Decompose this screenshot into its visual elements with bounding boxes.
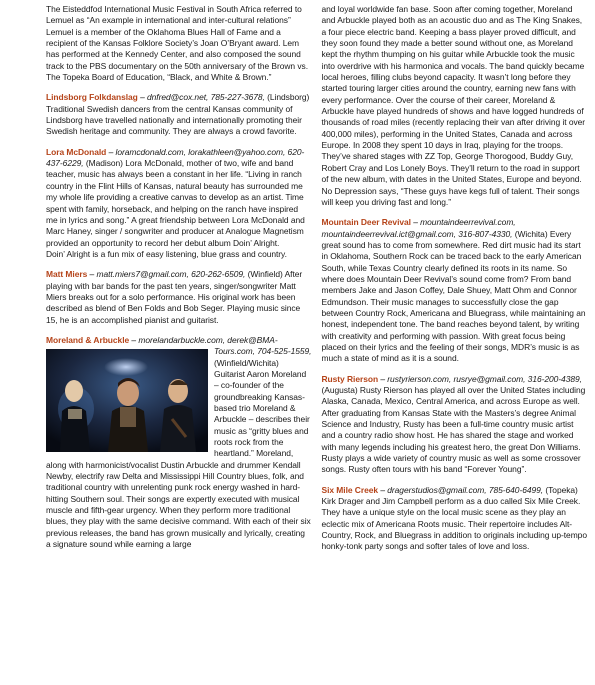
entry-contact: – loramcdonald.com, lorakathleen@yahoo.com, 620-437-6229, [46,146,305,169]
entry-contact: – morelandarbuckle.com, derek@BMA-Tours.com, 704-525-1559, [129,334,312,357]
band-photo-icon [46,349,208,452]
entry-text: (Winfield) After playing with bar bands for the past ten years, singer/songwriter Matt Miers breaks out for a solo performance. His original work has been described as blend of Ben Folds and Bob Seger. Playing music since 15, he is an accomplished pianist and guitarist. [46,269,303,325]
entry-contact: – dragerstudios@gmail.com, 785-640-6499, [378,484,544,495]
entry-contact: – dnfred@cox.net, 785-227-3678, [137,92,265,103]
entry-text: (Madison) Lora McDonald, mother of two, wife and band teacher, music has always been a constant in her life. “Living in ranch country in the Flint Hills of Kansas, natural beauty has surrounded me my whole life providing a creative canvas to develop as an artist. Time spent with family, horseback, and helping on the ranch have inspired me in lyrics and song.” A great friendship between Lora McDonald and Marc Haney, singer / songwriter and producer at Analogue Magnetism provided an opportunity to record her debut album Doin’ Alright. [46,158,305,248]
entry-text: (Wichita) Every great sound has to come from somewhere. Red dirt music had its start in Oklahoma, Southern Rock can be traced back to the early American South, while Texas Country clearly defined its roots in its name. So where does Mountain Deer Revival’s sound come from? From band members Jake and Jason Coffey, Dale Shuey, Matt Ohm and Connor Edmundson. Their music manages to successfully close the gap between Country Rock, Americana and Bluegrass, while maintaining an honest, independent tone. The band reaches beyond talent, by writing with creativity and performing with passion. With great focus being placed on their lyrics and the feeling of their songs, MDR’s music is as much a state of mind as it is a sound. [321,228,586,364]
moreland-continued: and loyal worldwide fan base. Soon after coming together, Moreland and Arbuckle played both as an acoustic duo and as The King Snakes, a four piece electric band. Keeping a bass player proved difficult, and they soon found they made a better sound without one, as Moreland kept the rhythm thumping on his guitar while Arbuckle took the music into overdrive with his harmonica and vocals. The band quickly became local heroes, filling clubs beyond capacity. It wasn’t long before they started touring larger cities around the country, earning new fans with every performance. Over the course of their career, Moreland & Arbuckle have played hundreds of shows and have logged hundreds of thousands of road miles (recently replacing their van after driving it over 400,000 miles), performing in the United States, Canada and across Europe. In 2008 they spent 10 days in Iraq, playing for the troops. They’ve shared stages with ZZ Top, George Thorogood, Buddy Guy, Robert Cray and Los Lonely Boys. They’ll return to the road in support of the new album, with dates in the United States, Europe and beyond. No Depression says, “These guys have kegs full of talent. Their songs will keep you driving fast and long.” [321,4,586,207]
entry-text: (Lindsborg) Traditional Swedish dancers from the central Kansas community of Lindsborg have travelled nationally and internationally promoting their Swedish heritage and community. They are always a crowd favorite. [46,92,310,137]
entry-text: (Topeka) Kirk Drager and Jim Campbell perform as a duo called Six Mile Creek. They have a unique style on the local music scene as they play an eclectic mix of Americana Roots music. Their repertoire includes Alt-Country, Rock, and Bluegrass in addition to originals including up-tempo honky-tonk party songs and softer tales of love and loss. [321,484,587,552]
right-column [322,4,588,685]
lemuel-paragraph: The Eisteddfod International Music Festival in South Africa referred to Lemuel as “An example in international and inter-cultural relations” Lemuel is a member of the Oklahoma Blues Hall of Fame and a recipient of the Kansas Folklore Society’s Joan O’Bryant award. Lem has performed at the Kennedy Center, and also composed the sound track to the PBS documentary on the 50th anniversary of the Brown vs. The Topeka Board of Education, “Black, and White & Brown.” [46,4,309,83]
entry-text: (Augusta) Rusty Rierson has played all over the United States including Alaska, Canada, Mexico, Central America, and across Europe as well. After graduating from Kansas State with the Masters’s degree Animal Science and Industry, Rusty has been a full-time country music artist and a country radio show host. He has shared the stage and worked with many legends including his greatest hero, the great Don Williams. Rusty plays a wide variety of country music as well as some crossover songs. Rusty often tours with his band “Forever Young”. [321,385,586,475]
entry-contact: – mountaindeerrevival.com, mountaindeerrevival.ict@gmail.com, 316-807-4330, [321,217,516,239]
entry-contact: – rustyrierson.com, rusrye@gmail.com, 316-200-4389, [378,373,582,384]
entry-name: Matt Miers [46,269,88,280]
entry-matt [46,269,312,326]
entry-lora [46,147,312,249]
entry-name: Six Mile Creek [321,484,379,495]
entry-moreland [46,335,312,551]
entry-mountain-deer [322,217,588,364]
left-column [46,4,312,685]
entry-name: Lora McDonald [46,146,107,157]
entry-six-mile [322,485,588,553]
entry-text: (Winfield/Wichita) Guitarist Aaron Moreland – co-founder of the groundbreaking Kansas-based trio Moreland & Arbuckle – describes their music as “gritty blues and roots rock from the heartland.” Moreland, along with harmonicist/vocalist Dustin Arbuckle and drummer Kendall Newby, electrify raw Delta and Mississippi Hill Country blues, folk, and traditional country with unrelenting punk rock energy washed in hard-hitting Southern soul. Their songs are expertly executed with musical muscle and fifth-gear urgency. When they perform more traditional blues, they play with the same decisive command. With each of their six previous releases, the band has grown musically and lyrically, creating a signature sound while earning a large [46,357,311,550]
entry-name: Rusty Rierson [321,373,379,384]
entry-rusty [322,374,588,476]
entry-name: Lindsborg Folkdanslag [46,92,138,103]
entry-name: Moreland & Arbuckle [46,334,130,345]
entry-lora-cont: Doin’ Alright is a fun mix of easy listening, blue grass and country. [46,248,287,259]
entry-name: Mountain Deer Revival [321,217,411,228]
band-photo [46,349,208,452]
entry-lindsborg [46,92,312,137]
entry-contact: – matt.miers7@gmail.com, 620-262-6509, [87,269,246,280]
